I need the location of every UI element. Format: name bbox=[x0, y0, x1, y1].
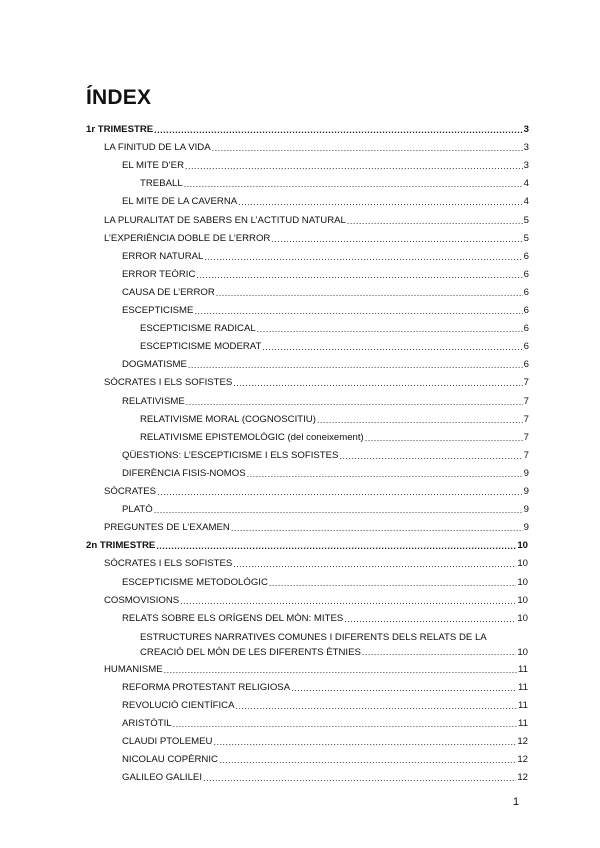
toc-entry-page: 6 bbox=[523, 359, 529, 371]
toc-entry[interactable] bbox=[122, 251, 529, 263]
toc-entry-page: 10 bbox=[517, 540, 528, 552]
toc-entry-title: DOGMATISME bbox=[122, 359, 187, 371]
toc-entry-page: 7 bbox=[523, 413, 529, 425]
toc-entry-title: RELATIVISME bbox=[122, 395, 185, 407]
toc-entry-page: 7 bbox=[523, 431, 529, 443]
toc-entry-page: 10 bbox=[517, 594, 528, 606]
toc-entry-title: RELATIVISME MORAL (COGNOSCITIU) bbox=[140, 413, 316, 425]
dot-leader bbox=[347, 215, 523, 227]
dot-leader bbox=[219, 754, 516, 766]
toc-entry-title: COSMOVISIONS bbox=[104, 594, 180, 606]
toc-entry-title: SÒCRATES I ELS SOFISTES bbox=[104, 377, 233, 389]
toc-entry-title: 1r TRIMESTRE bbox=[86, 124, 154, 135]
toc-entry-page: 6 bbox=[523, 305, 529, 316]
toc-entry-title: NICOLAU COPÈRNIC bbox=[122, 754, 218, 766]
dot-leader bbox=[344, 613, 516, 625]
toc-entry-title: REVOLUCIÓ CIENTÍFICA bbox=[122, 700, 235, 711]
dot-leader bbox=[213, 736, 516, 748]
toc-entry[interactable] bbox=[140, 432, 529, 444]
toc-entry-page: 9 bbox=[523, 486, 529, 497]
toc-entry-page: 9 bbox=[523, 522, 529, 534]
dot-leader bbox=[203, 772, 516, 784]
toc-entry-title: ERROR NATURAL bbox=[122, 250, 204, 262]
toc-entry[interactable] bbox=[122, 754, 528, 766]
dot-leader bbox=[231, 522, 523, 534]
toc-entry-title: PREGUNTES DE L’EXAMEN bbox=[104, 522, 230, 534]
toc-entry[interactable] bbox=[122, 718, 528, 730]
toc-entry[interactable] bbox=[140, 323, 529, 335]
dot-leader bbox=[362, 648, 516, 660]
toc-entry-page: 11 bbox=[518, 663, 528, 675]
dot-leader bbox=[262, 341, 522, 353]
toc-entry-title: HUMANISME bbox=[104, 663, 163, 675]
dot-leader bbox=[269, 577, 516, 589]
toc-entry[interactable] bbox=[122, 700, 528, 712]
dot-leader bbox=[173, 718, 517, 730]
dot-leader bbox=[216, 287, 523, 299]
toc-entry-page: 6 bbox=[523, 286, 529, 298]
dot-leader bbox=[194, 305, 522, 317]
toc-entry-title: CLAUDI PTOLEMEU bbox=[122, 736, 213, 748]
toc-entry-page: 11 bbox=[518, 718, 528, 730]
toc-entry-page: 11 bbox=[518, 681, 528, 693]
toc-entry[interactable] bbox=[122, 287, 529, 299]
toc-entry-title: ESCEPTICISME MODERAT bbox=[140, 341, 262, 353]
toc-entry[interactable] bbox=[140, 414, 529, 426]
toc-entry[interactable] bbox=[122, 196, 529, 208]
toc-entry-title: LA PLURALITAT DE SABERS EN L’ACTITUD NATURAL bbox=[104, 214, 346, 226]
toc-entry[interactable] bbox=[122, 396, 529, 408]
toc-entry-page: 12 bbox=[517, 772, 528, 784]
toc-entry[interactable] bbox=[104, 595, 528, 607]
dot-leader bbox=[154, 124, 522, 136]
dot-leader bbox=[257, 323, 523, 335]
toc-entry-page: 9 bbox=[523, 467, 529, 479]
toc-entry-page: 12 bbox=[517, 736, 528, 748]
dot-leader bbox=[233, 558, 516, 570]
toc-entry[interactable] bbox=[122, 160, 529, 172]
toc-entry-page: 10 bbox=[517, 646, 528, 658]
toc-entry[interactable] bbox=[122, 772, 528, 784]
toc-entry-title: L’EXPERIÈNCIA DOBLE DE L’ERROR bbox=[104, 232, 271, 244]
toc-entry-title: ARISTÒTIL bbox=[122, 718, 172, 730]
toc-entry-page: 9 bbox=[523, 504, 529, 516]
toc-entry[interactable] bbox=[140, 341, 529, 353]
toc-entry[interactable] bbox=[104, 377, 529, 389]
toc-entry-title: DIFERÈNCIA FISIS-NOMOS bbox=[122, 467, 246, 479]
dot-leader bbox=[180, 595, 516, 607]
toc-entry[interactable] bbox=[122, 613, 528, 625]
dot-leader bbox=[186, 396, 523, 408]
toc-entry[interactable] bbox=[104, 142, 529, 154]
toc-entry[interactable] bbox=[122, 468, 529, 480]
toc-entry-title: ESCEPTICISME bbox=[122, 305, 194, 316]
toc-entry-title: GALILEO GALILEI bbox=[122, 772, 202, 784]
toc-entry[interactable] bbox=[104, 664, 528, 676]
toc-entry-page: 6 bbox=[523, 268, 529, 280]
toc-entry-title: EL MITE D’ER bbox=[122, 160, 185, 172]
toc-entry[interactable] bbox=[140, 630, 528, 660]
dot-leader bbox=[233, 377, 522, 389]
toc-entry-title: REFORMA PROTESTANT RELIGIOSA bbox=[122, 681, 291, 693]
page-title: ÍNDEX bbox=[86, 86, 152, 109]
dot-leader bbox=[188, 359, 523, 371]
toc-entry-title: ESCEPTICISME RADICAL bbox=[140, 323, 256, 335]
page-number: 1 bbox=[513, 796, 520, 808]
toc-entry-page: 6 bbox=[523, 250, 529, 262]
toc-entry-page: 7 bbox=[523, 377, 529, 389]
toc-entry-title: TREBALL bbox=[140, 178, 183, 190]
toc-entry[interactable] bbox=[122, 269, 529, 281]
toc-entry[interactable] bbox=[122, 305, 529, 317]
dot-leader bbox=[235, 700, 517, 712]
toc-entry[interactable] bbox=[104, 233, 529, 245]
toc-entry[interactable] bbox=[122, 577, 528, 589]
dot-leader bbox=[185, 160, 523, 172]
toc-entry-page: 7 bbox=[523, 449, 529, 461]
toc-entry-page: 11 bbox=[518, 700, 528, 711]
toc-entry-title: SÒCRATES I ELS SOFISTES bbox=[104, 558, 233, 570]
dot-leader bbox=[164, 664, 517, 676]
dot-leader bbox=[291, 682, 517, 694]
dot-leader bbox=[156, 540, 516, 552]
toc-entry-page: 6 bbox=[523, 323, 529, 335]
dot-leader bbox=[339, 450, 522, 462]
toc-entry[interactable] bbox=[122, 736, 528, 748]
toc-entry-title: ERROR TEÒRIC bbox=[122, 268, 196, 280]
dot-leader bbox=[196, 269, 522, 281]
toc-entry[interactable] bbox=[104, 215, 529, 227]
toc-entry-title: PLATÓ bbox=[122, 504, 153, 516]
toc-entry-page: 5 bbox=[523, 232, 529, 244]
toc-entry-page: 7 bbox=[523, 395, 529, 407]
toc-entry[interactable] bbox=[104, 486, 529, 498]
toc-entry-page: 10 bbox=[517, 576, 528, 588]
toc-entry-page: 3 bbox=[523, 142, 529, 154]
toc-entry[interactable] bbox=[104, 522, 529, 534]
dot-leader bbox=[317, 414, 523, 426]
dot-leader bbox=[204, 251, 522, 263]
toc-section-heading[interactable] bbox=[86, 124, 529, 136]
toc-entry-page: 10 bbox=[517, 558, 528, 570]
toc-entry-title: LA FINITUD DE LA VIDA bbox=[104, 142, 211, 154]
toc-entry-page: 3 bbox=[523, 160, 529, 172]
toc-entry[interactable] bbox=[122, 682, 528, 694]
toc-entry[interactable] bbox=[140, 178, 529, 190]
toc-entry-title: QÜESTIONS: L’ESCEPTICISME I ELS SOFISTES bbox=[122, 449, 339, 461]
toc-entry-page: 6 bbox=[523, 341, 529, 353]
dot-leader bbox=[157, 486, 523, 498]
toc-entry[interactable] bbox=[122, 450, 529, 462]
toc-entry-page: 10 bbox=[517, 612, 528, 624]
dot-leader bbox=[271, 233, 522, 245]
toc-entry-title: ESCEPTICISME METODOLÒGIC bbox=[122, 576, 268, 588]
dot-leader bbox=[184, 178, 523, 190]
toc-entry[interactable] bbox=[122, 359, 529, 371]
toc-section-heading[interactable] bbox=[86, 540, 528, 552]
toc-entry-title-continued: CREACIÓ DEL MÓN DE LES DIFERENTS ÈTNIES bbox=[140, 646, 361, 658]
toc-entry[interactable] bbox=[122, 504, 529, 516]
dot-leader bbox=[247, 468, 523, 480]
toc-entry-title: CAUSA DE L’ERROR bbox=[122, 286, 215, 298]
toc-entry-title: ESTRUCTURES NARRATIVES COMUNES I DIFERENTS DELS RELATS DE LA bbox=[140, 631, 487, 643]
toc-entry-title: EL MITE DE LA CAVERNA bbox=[122, 196, 238, 208]
dot-leader bbox=[365, 432, 523, 444]
toc-entry-title: RELATS SOBRE ELS ORÍGENS DEL MÓN: MITES bbox=[122, 612, 344, 624]
toc-entry-page: 3 bbox=[523, 124, 529, 135]
toc-entry-page: 12 bbox=[517, 754, 528, 766]
toc-entry-page: 4 bbox=[523, 178, 529, 190]
toc-entry-title: RELATIVISME EPISTEMOLÒGIC (del coneixement) bbox=[140, 431, 364, 443]
dot-leader bbox=[238, 196, 522, 208]
toc-entry-title: 2n TRIMESTRE bbox=[86, 540, 156, 552]
dot-leader bbox=[154, 504, 523, 516]
toc-entry-title: SÒCRATES bbox=[104, 486, 157, 497]
dot-leader bbox=[212, 142, 523, 154]
toc-entry-page: 4 bbox=[523, 196, 529, 208]
toc-entry[interactable] bbox=[104, 558, 528, 570]
toc-entry-page: 5 bbox=[523, 214, 529, 226]
